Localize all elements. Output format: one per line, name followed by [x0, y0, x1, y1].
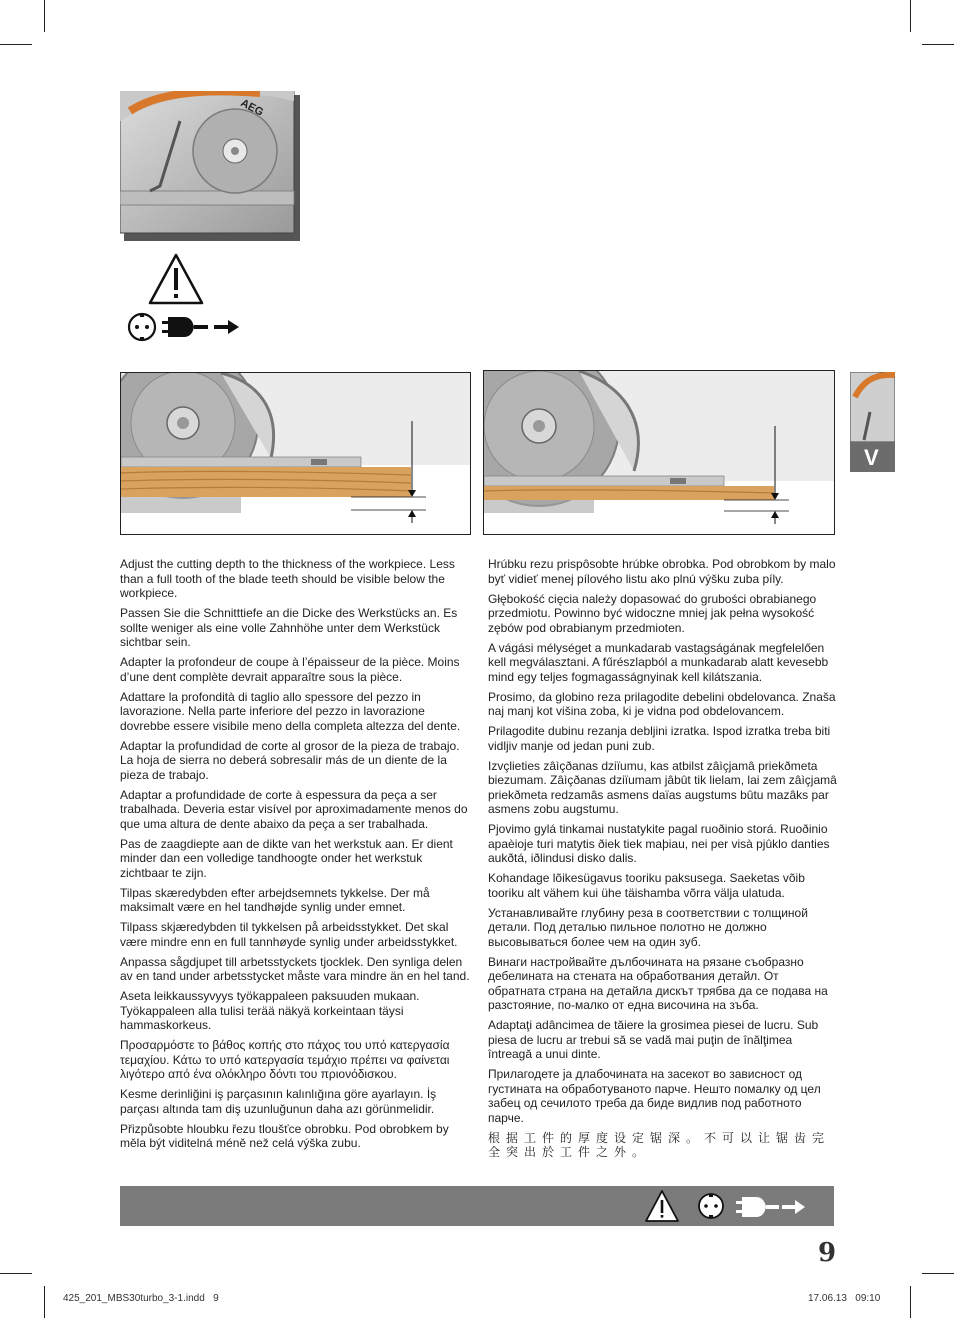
- cut-depth-figure-right: [483, 370, 835, 535]
- crop-mark: [44, 0, 45, 32]
- paragraph-fi: Aseta leikkaussyvyys työkappaleen paksuuden mukaan. Työkappaleen alla tulisi terää näkyä korkeintaan täysi hammaskorkeus.: [120, 989, 420, 1032]
- footer-datetime: 17.06.13 09:10: [808, 1293, 881, 1304]
- socket-icon: [696, 1192, 726, 1220]
- crop-mark: [910, 0, 911, 32]
- crop-mark: [922, 1273, 954, 1274]
- crop-mark: [0, 1273, 32, 1274]
- page-number: 9: [818, 1238, 837, 1268]
- paragraph-da: Tilpas skæredybden efter arbejdsemnets tykkelse. Der må maksimalt være en hel tandhøjde synlig under emnet.: [120, 885, 430, 914]
- paragraph-zh: 根据工件的厚度设定锯深。不可以让锯齿完全突出於工件之外。: [488, 1130, 831, 1159]
- crop-mark: [922, 44, 954, 45]
- paragraph-hr: Prilagodite dubinu rezanja debljini izratka. Ispod izratka treba biti vidljiv manje od jedan puni zub.: [488, 724, 831, 753]
- paragraph-ru: Устанавливайте глубину реза в соответствии с толщиной детали. Под деталью пильное полотно не должно высовываться более чем на один зуб.: [488, 905, 808, 949]
- crop-mark: [44, 1286, 45, 1318]
- paragraph-lt: Pjovimo gylá tinkamai nustatykite pagal ruoðinio storá. Ruoðinio apaèioje turi matytis ðiek tiek maþiau, nei per visà pjûklo danties aukðtá, iðlindusi disko dalis.: [488, 822, 830, 865]
- socket-icon: [126, 312, 158, 342]
- footer-filename: 425_201_MBS30turbo_3-1.indd 9: [63, 1293, 219, 1304]
- section-tab-letter: V: [864, 445, 879, 470]
- brand-logo: AEG: [238, 97, 266, 119]
- paragraph-nl: Pas de zaagdiepte aan de dikte van het werkstuk aan. Er dient minder dan een volledige tandhoogte onder het werkstuk zichtbaar te zijn.: [120, 836, 453, 880]
- plug-icon: [736, 1196, 780, 1218]
- paragraph-sv: Anpassa sågdjupet till arbetsstyckets tjocklek. Den synliga delen av en tand under arbetsstycket måste vara mindre än en hel tand.: [120, 954, 470, 983]
- paragraph-sk: Hrúbku rezu prispôsobte hrúbke obrobka. Pod obrobkom by malo byť vidieť menej pílového listu ako plnú výšku zuba píly.: [488, 557, 836, 586]
- plug-icon: [162, 315, 210, 339]
- section-tab: [850, 372, 895, 472]
- text-column-right: [488, 557, 838, 1164]
- paragraph-ro: Adaptaţi adâncimea de tăiere la grosimea piesei de lucru. Sub piesa de lucru ar trebui să se vadă mai puţin de înălţimea întreagă a unui dinte.: [488, 1018, 819, 1061]
- paragraph-fr: Adapter la profondeur de coupe à l’épaisseur de la pièce. Moins d’une dent complète devrait apparaître sous la pièce.: [120, 655, 460, 684]
- crop-mark: [0, 44, 32, 45]
- warning-triangle-icon: [147, 252, 205, 306]
- paragraph-lv: Izvçlieties zâìçðanas dziïumu, kas atbilst zâìçjamâ priekðmeta biezumam. Zâìçðanas dziïumam jâbût tik lielam, lai zem zâìçjamâ priekðmeta redzamâs asmens daïas augstums bûtu mazâks par asmens zobu augstumu.: [488, 758, 837, 816]
- crop-mark: [910, 1286, 911, 1318]
- paragraph-bg: Винаги настройвайте дълбочината на рязане съобразно дебелината на стената на обработвания детайл. От обратната страна на детайла дискът трябва да се подава на разстояние, по-малко от една височина на зъба.: [488, 954, 828, 1012]
- paragraph-de: Passen Sie die Schnitttiefe an die Dicke des Werkstücks an. Es sollte weniger als eine volle Zahnhöhe unter dem Werkstück sichtbar sein.: [120, 606, 458, 649]
- paragraph-sl: Prosimo, da globino reza prilagodite debelini obdelovanca. Znaša naj manj kot višina zoba, ki je vidna pod obdelovancem.: [488, 689, 836, 718]
- saw-photo: [120, 91, 300, 241]
- paragraph-pl: Głębokość cięcia należy dopasować do grubości obrabianego przedmiotu. Powinno być widoczne mniej jak pełna wysokość zębów pod obrabianym przedmioten.: [488, 591, 817, 635]
- text-column-left: [120, 557, 470, 1156]
- paragraph-es: Adaptar la profundidad de corte al grosor de la pieza de trabajo. La hoja de sierra no deberá sobresalir más de un diente de la pieza de trabajo.: [120, 738, 460, 782]
- paragraph-el: Προσαρμόστε το βάθος κοπής στο πάχος του υπό κατεργασία τεμαχίου. Κάτω το υπό κατεργασία τεμάχιο πρέπει να φαίνεται λιγότερο από ένα ολόκληρο δόντι του πριονόδισκου.: [120, 1038, 450, 1081]
- paragraph-cs: Přizpůsobte hloubku řezu tloušťce obrobku. Pod obrobkem by měla být viditelná méně než celá výška zubu.: [120, 1121, 449, 1150]
- paragraph-tr: Kesme derinliğini iş parçasının kalınlığına göre ayarlayın. İş parçası altında tam diş uzunluğunun daha azı görünmelidir.: [120, 1087, 437, 1116]
- paragraph-no: Tilpass skjæredybden til tykkelsen på arbeidsstykket. Det skal være mindre enn en full tannhøyde synlig under arbeidsstykket.: [120, 920, 458, 949]
- paragraph-hu: A vágási mélységet a munkadarab vastagságának megfelelően kell megválasztani. A fűrészlapból a munkadarab alatt kevesebb mind egy teljes fogmagasságnyinak kell kilátszania.: [488, 640, 829, 684]
- arrow-icon: [214, 318, 240, 336]
- warning-bar: [120, 1186, 834, 1226]
- paragraph-et: Kohandage lõikesügavus tooriku paksusega. Saeketas võib tooriku alt vähem kui ühe täishamba võrra välja ulatuda.: [488, 871, 805, 900]
- arrow-icon: [782, 1198, 806, 1216]
- paragraph-en: Adjust the cutting depth to the thickness of the workpiece. Less than a full tooth of the blade teeth should be visible below the workpiece.: [120, 557, 455, 600]
- paragraph-mk: Прилагодете ја длабочината на засекот во зависност од густината на обработуваното парче. Нешто помалку од цел забец од сечилото треба да биде видлив под работното парче.: [488, 1067, 821, 1125]
- paragraph-pt: Adaptar a profundidade de corte à espessura da peça a ser trabalhada. Deveria estar visível por aproximadamente menos do que uma altura de dente abaixo da peça a ser trabalhada.: [120, 787, 468, 831]
- paragraph-it: Adattare la profondità di taglio allo spessore del pezzo in lavorazione. Nella parte inferiore del pezzo in lavorazione dovrebbe essere visibile meno della completa altezza del dente.: [120, 689, 461, 733]
- warning-triangle-icon: [644, 1189, 680, 1223]
- cut-depth-figure-left: [120, 372, 471, 535]
